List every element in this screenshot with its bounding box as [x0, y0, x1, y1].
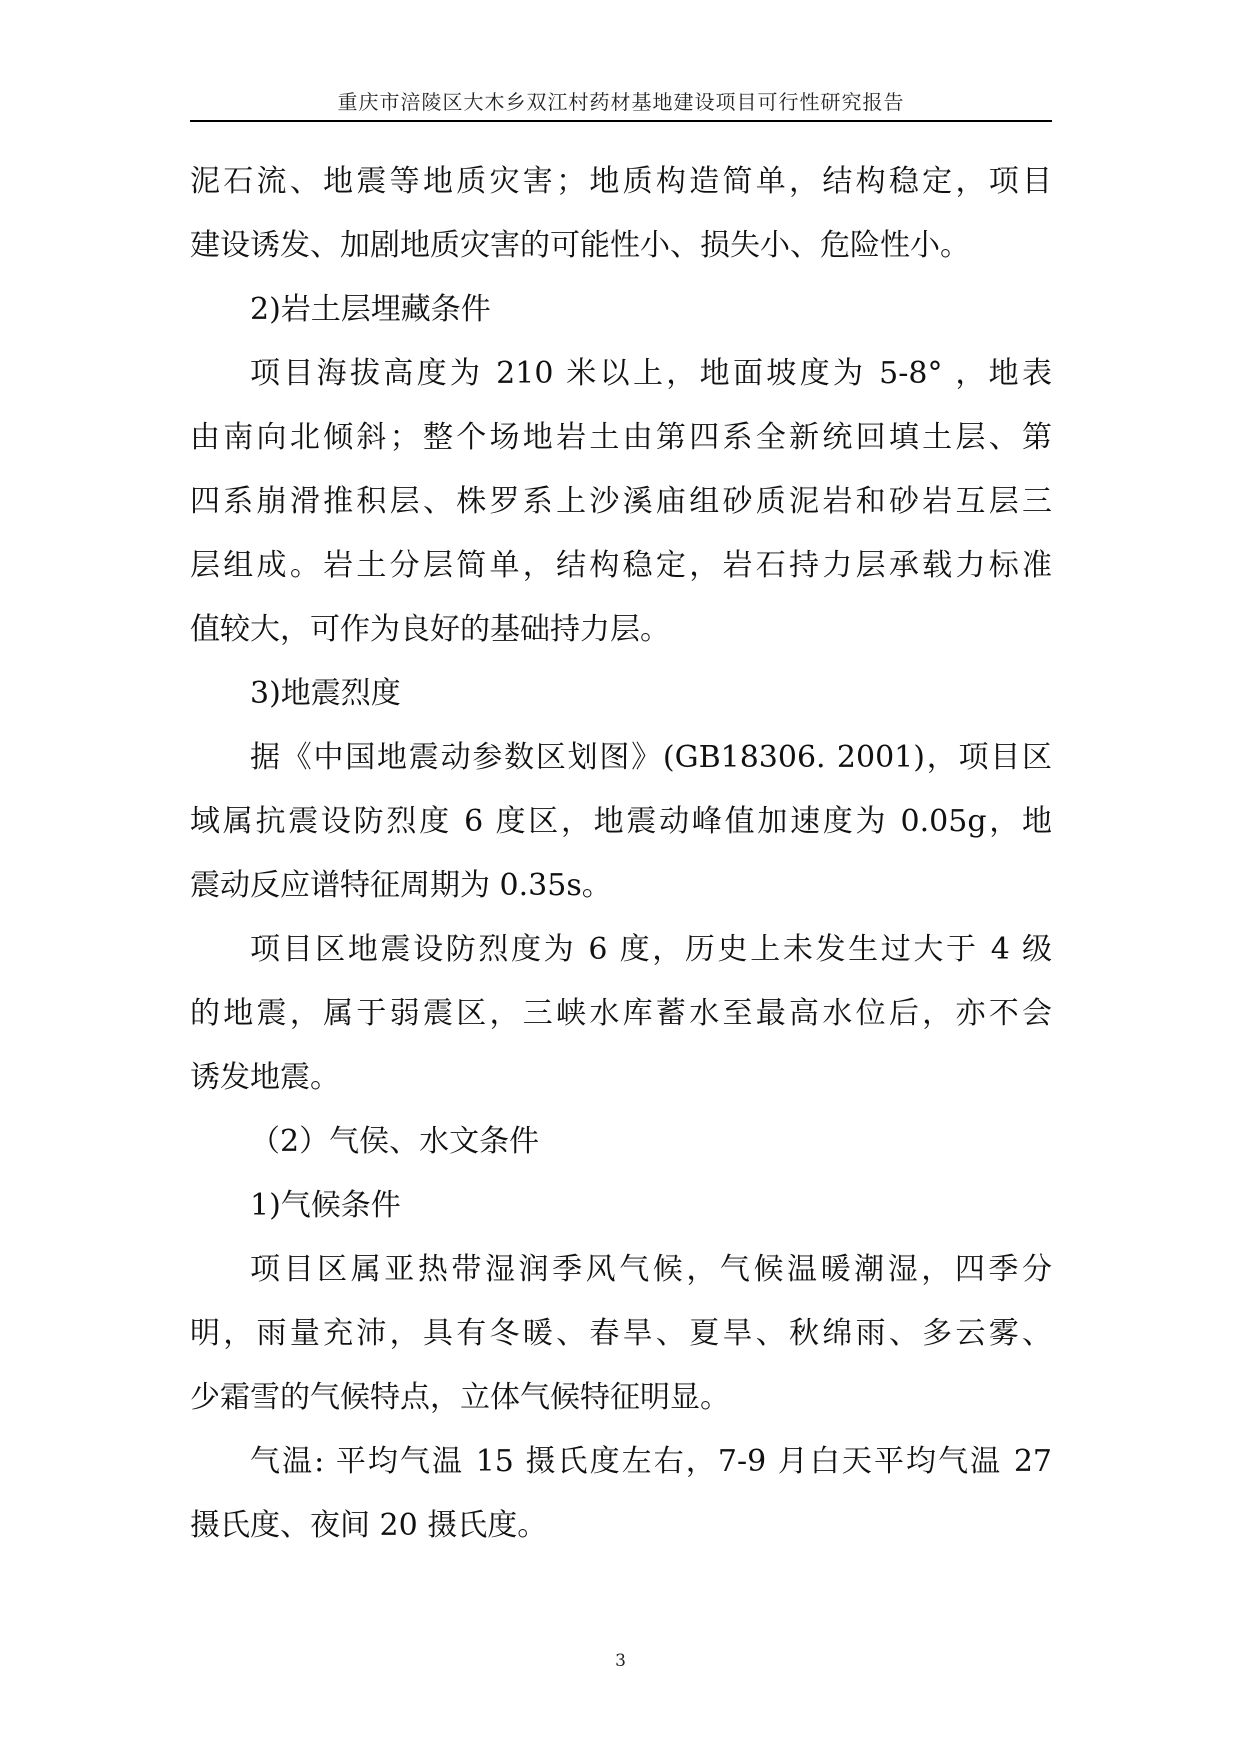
body-line: 四系崩滑推积层、株罗系上沙溪庙组砂质泥岩和砂岩互层三: [190, 484, 1052, 519]
body-line: 震动反应谱特征周期为 0.35s。: [190, 868, 612, 903]
body-line: 层组成。岩土分层简单，结构稳定，岩石持力层承载力标准: [190, 548, 1052, 583]
body-line: 据《中国地震动参数区划图》(GB18306. 2001)，项目区: [250, 740, 1052, 775]
subheading-seismic: 3)地震烈度: [250, 676, 401, 711]
subheading-geotechnical: 2)岩土层埋藏条件: [250, 292, 491, 327]
subheading-climate: 1)气候条件: [250, 1188, 401, 1223]
body-line: 项目海拔高度为 210 米以上，地面坡度为 5-8° ，地表: [250, 356, 1052, 391]
document-body: [190, 150, 1052, 1558]
header-rule: [190, 120, 1052, 122]
body-line: 建设诱发、加剧地质灾害的可能性小、损失小、危险性小。: [190, 228, 970, 263]
body-line: 明，雨量充沛，具有冬暖、春旱、夏旱、秋绵雨、多云雾、: [190, 1316, 1052, 1351]
body-line: 域属抗震设防烈度 6 度区，地震动峰值加速度为 0.05g，地: [190, 804, 1052, 839]
body-line: 由南向北倾斜；整个场地岩土由第四系全新统回填土层、第: [190, 420, 1052, 455]
body-line: 泥石流、地震等地质灾害；地质构造简单，结构稳定，项目: [190, 164, 1052, 199]
body-line: 诱发地震。: [190, 1060, 340, 1095]
body-line: 的地震，属于弱震区，三峡水库蓄水至最高水位后，亦不会: [190, 996, 1052, 1031]
page-header: 重庆市涪陵区大木乡双江村药材基地建设项目可行性研究报告: [337, 90, 905, 114]
body-line: 摄氏度、夜间 20 摄氏度。: [190, 1508, 548, 1543]
body-line: 少霜雪的气候特点，立体气候特征明显。: [190, 1380, 730, 1415]
page-number: 3: [615, 1651, 626, 1671]
body-line: 值较大，可作为良好的基础持力层。: [190, 612, 670, 647]
body-line: 气温: 平均气温 15 摄氏度左右，7-9 月白天平均气温 27: [250, 1444, 1052, 1479]
body-line: 项目区地震设防烈度为 6 度，历史上未发生过大于 4 级: [250, 932, 1052, 967]
body-line: 项目区属亚热带湿润季风气候，气候温暖潮湿，四季分: [250, 1252, 1052, 1287]
section-heading-climate-hydrology: （2）气侯、水文条件: [250, 1124, 540, 1159]
